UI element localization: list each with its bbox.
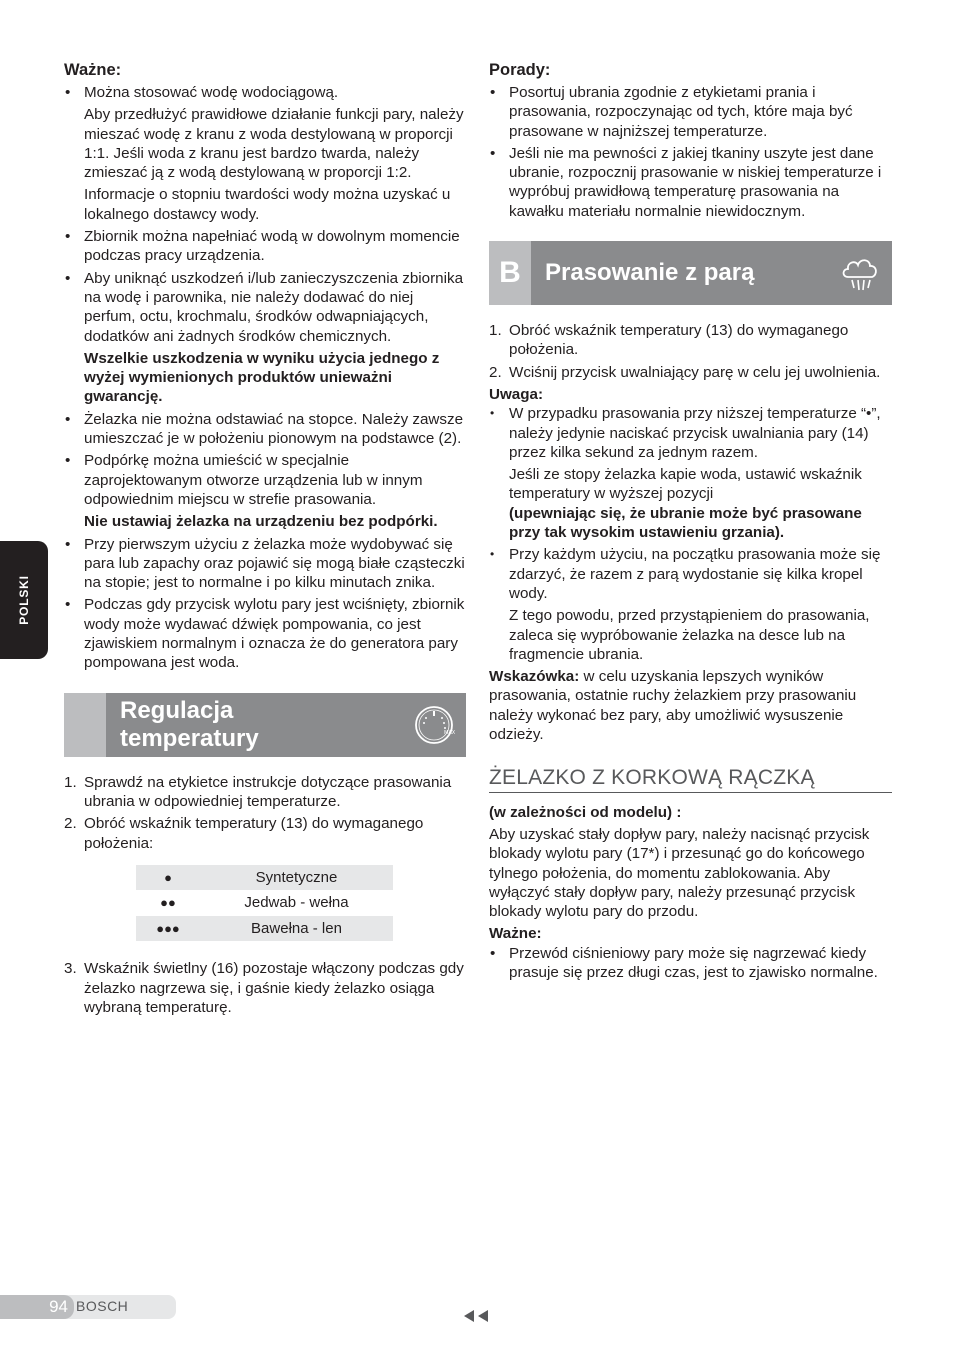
list-item-text: • Przy każdym użyciu, na początku prasowania może się zdarzyć, że razem z parą wydostanie się kilka kropel wody. <box>509 546 881 602</box>
page-number: 94 <box>0 1295 74 1319</box>
temperature-dial-icon <box>410 701 458 749</box>
list-item-extra: Z tego powodu, przed przystąpieniem do prasowania, zaleca się wypróbowanie żelazka na desce lub na fragmencie ubrania. <box>509 607 870 663</box>
step-text: Obróć wskaźnik temperatury (13) do wymaganego położenia: <box>84 815 424 852</box>
temperature-dots: ● <box>136 865 200 891</box>
list-item <box>64 227 466 266</box>
important-list <box>64 83 466 673</box>
temperature-steps-continued <box>64 959 466 1017</box>
section-title-line1: Regulacja <box>120 696 234 724</box>
list-item-text: • Można stosować wodę wodociągową. <box>84 84 339 101</box>
list-item <box>489 83 892 141</box>
step-text: Sprawdź na etykietce instrukcje dotyczące prasowania ubrania w odpowiedniej temperaturze. <box>84 773 452 810</box>
list-item-extra: Jeśli ze stopy żelazka kapie woda, ustawić wskaźnik temperatury w wyższej pozycji <box>509 466 862 503</box>
step-item <box>64 773 466 812</box>
step-item <box>489 321 892 360</box>
table-row <box>136 865 393 891</box>
steam-cloud-icon <box>836 249 884 297</box>
section-letter: B <box>489 241 531 305</box>
list-item-text: • Aby uniknąć uszkodzeń i/lub zanieczyszczenia zbiornika na wodę i parownika, nie należy dodawać do niej perfum, octu, krochmalu, środków odwapniających, dodatków ani żadnych środków chemicznych. <box>84 269 464 345</box>
list-item-text: • Podczas gdy przycisk wylotu pary jest wciśnięty, zbiornik wody może wydawać dźwięk pompowania, co jest zjawiskiem normalnym i oznacza że do generatora pary pompowana jest woda. <box>84 596 465 672</box>
step-text: Wskaźnik świetlny (16) pozostaje włączony podczas gdy żelazko nagrzewa się, i gaśnie kiedy żelazko osiąga wybraną temperaturę. <box>84 960 464 1016</box>
list-item <box>64 410 466 449</box>
step-number: 2. <box>64 815 77 833</box>
hint-text: w celu uzyskania lepszych wyników prasowania, ostatnie ruchy żelazkiem przy prasowaniu należy wykonać bez pary, aby umożliwić wysuszenie odzieży. <box>489 668 857 744</box>
tips-list <box>489 83 892 221</box>
list-item <box>64 595 466 672</box>
list-item <box>64 535 466 593</box>
list-item <box>64 83 466 224</box>
section-title <box>120 693 259 757</box>
list-item <box>489 404 892 542</box>
step-item <box>64 814 466 853</box>
left-column <box>64 60 466 1020</box>
list-item <box>64 451 466 531</box>
hint-paragraph <box>489 667 892 744</box>
table-row <box>136 916 393 942</box>
step-text: Wciśnij przycisk uwalniający parę w celu jej uwolnienia. <box>509 363 881 381</box>
step-number: 1. <box>489 322 502 340</box>
temperature-steps <box>64 773 466 853</box>
temperature-dots: ●●● <box>136 916 200 942</box>
important-heading: Ważne: <box>64 61 122 79</box>
list-item-extra: Informacje o stopniu twardości wody można uzyskać u lokalnego dostawcy wody. <box>84 186 451 223</box>
list-item-extra: Aby przedłużyć prawidłowe działanie funkcji pary, należy mieszać wodę z kranu z woda destylowaną w proporcji 1:1. Jeśli woda z kranu jest bardzo twarda, należy zmieszać ją z wodą destylowaną w proporcji 1:2. <box>84 106 464 182</box>
model-note: (w zależności od modelu) : <box>489 803 682 821</box>
svg-text:MAX: MAX <box>444 729 456 736</box>
list-item <box>489 144 892 221</box>
step-item <box>489 363 892 382</box>
table-row <box>136 890 393 916</box>
tips-heading: Porady: <box>489 61 551 79</box>
cork-important-heading: Ważne: <box>489 925 542 943</box>
hint-label: Wskazówka: <box>489 668 580 686</box>
temperature-table <box>136 865 393 942</box>
fabric-label: Jedwab - wełna <box>244 894 349 912</box>
fabric-label: Bawełna - len <box>200 916 393 942</box>
list-item <box>489 545 892 664</box>
cork-body: Aby uzyskać stały dopływ pary, należy nacisnąć przycisk blokady wylotu pary (17*) i przesunąć go do końcowego tylnego położenia, do momentu zablokowania. Aby wyłączyć stały dopływ pary, należy przesunąć przycisk blokady wylotu pary do przodu. <box>489 825 870 921</box>
list-item <box>64 269 466 407</box>
list-item-text: • Przewód ciśnieniowy pary może się nagrzewać kiedy prasuje się przez długi czas, jest to zjawisko normalne. <box>509 944 878 981</box>
warranty-warning: Wszelkie uszkodzenia w wyniku użycia jednego z wyżej wymienionych produktów unieważni gwarancję. <box>84 349 440 406</box>
list-item-text: • Jeśli nie ma pewności z jakiej tkaniny uszyte jest dane ubranie, rozpocznij prasowanie w niskiej temperaturze i wypróbuj prawidłową temperaturę prasowania na kawałku materiału normalnie niewidocznym. <box>509 144 882 220</box>
right-column <box>489 60 892 985</box>
cork-section-title: ŻELAZKO Z KORKOWĄ RĄCZKĄ <box>489 768 892 792</box>
note-list <box>489 404 892 664</box>
temperature-section-header <box>64 693 466 757</box>
previous-page-icon[interactable] <box>462 1309 490 1323</box>
temperature-dots: ●● <box>160 895 176 911</box>
note-heading: Uwaga: <box>489 385 544 403</box>
step-item <box>64 959 466 1017</box>
cork-important-list <box>489 944 892 983</box>
language-tab-label: POLSKI <box>17 575 31 625</box>
list-item <box>489 944 892 983</box>
step-number: 3. <box>64 960 77 978</box>
list-item-bold: (upewniając się, że ubranie może być prasowane przy tak wysokim ustawieniu grzania). <box>509 504 862 542</box>
list-item-text: • Przy pierwszym użyciu z żelazka może wydobywać się para lub zapachy oraz pojawić się mogą białe cząsteczki na stopie; jest to normalne i po kilku minutach znika. <box>84 535 465 592</box>
list-item-text: • Posortuj ubrania zgodnie z etykietami prania i prasowania, rozpoczynając od tych, które maja być prasowane w najniższej temperaturze. <box>509 84 853 140</box>
language-tab <box>0 541 48 659</box>
support-warning: Nie ustawiaj żelazka na urządzeniu bez podpórki. <box>84 513 438 531</box>
steam-section-header <box>489 241 892 305</box>
step-number: 2. <box>489 363 502 381</box>
list-item-text: • Zbiornik można napełniać wodą w dowolnym momencie podczas pracy urządzenia. <box>84 228 460 265</box>
step-number: 1. <box>64 773 77 791</box>
fabric-label: Syntetyczne <box>200 865 393 891</box>
list-item-text: • W przypadku prasowania przy niższej temperaturze “•”, należy jedynie naciskać przycisk uwalniania pary (14) przez kilka sekund za jednym razem. <box>509 405 881 461</box>
brand-name: BOSCH <box>76 1298 129 1314</box>
steam-steps <box>489 321 892 382</box>
list-item-text: • Podpórkę można umieścić w specjalnie zaprojektowanym otworze urządzenia lub w innym odpowiednim miejscu w strefie prasowania. <box>84 452 423 508</box>
section-title: Prasowanie z parą <box>545 259 755 287</box>
section-tab <box>64 693 106 757</box>
section-title-line2: temperatury <box>120 724 259 752</box>
step-text: Obróć wskaźnik temperatury (13) do wymaganego położenia. <box>509 322 849 359</box>
list-item-text: • Żelazka nie można odstawiać na stopce. Należy zawsze umieszczać je w położeniu pionowym na podstawce (2). <box>84 410 464 448</box>
